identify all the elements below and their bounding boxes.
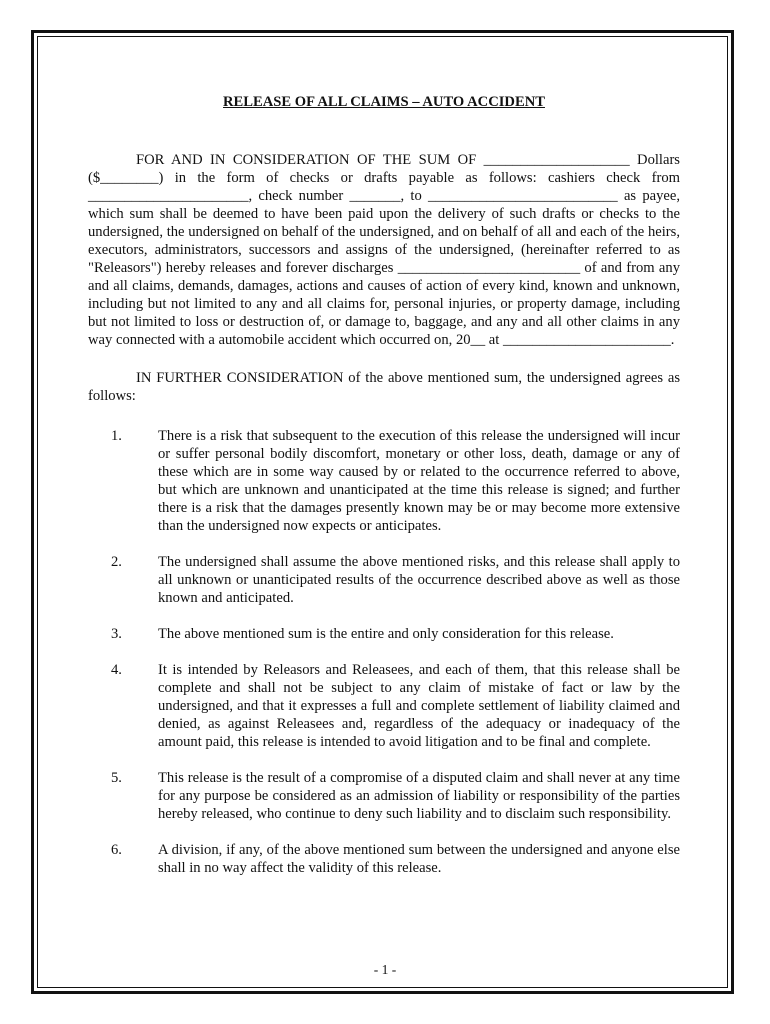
- item-text: The undersigned shall assume the above mentioned risks, and this release shall apply to all unknown or unanticipated results of the occurrence described above as well as those known and anticipated.: [158, 554, 680, 606]
- item-text: This release is the result of a compromise of a disputed claim and shall never at any time for any purpose be considered as an admission of liability or responsibility of the parties hereby released, who continue to deny such liability and to disclaim such responsibility.: [158, 770, 680, 822]
- item-text: There is a risk that subsequent to the execution of this release the undersigned will incur or suffer personal bodily discomfort, monetary or other loss, death, damage or any of these which are in some way caused by or related to the occurrence referred to above, but which are unknown and unanticipated at the time this release is signed; and further there is a risk that the damages presently known may be or may become more extensive than the undersigned now expects or anticipates.: [158, 428, 680, 534]
- list-item: [88, 553, 680, 607]
- document-title: RELEASE OF ALL CLAIMS – AUTO ACCIDENT: [223, 94, 545, 110]
- list-item: [88, 769, 680, 823]
- list-item: [88, 427, 680, 535]
- document-body: [88, 93, 680, 895]
- item-number: 5.: [111, 770, 122, 786]
- item-text: A division, if any, of the above mentioned sum between the undersigned and anyone else shall in no way affect the validity of this release.: [158, 842, 680, 876]
- item-number: 3.: [111, 626, 122, 642]
- list-item: [88, 661, 680, 751]
- page-number: - 1 -: [373, 962, 397, 977]
- item-number: 4.: [111, 662, 122, 678]
- consideration-paragraph: FOR AND IN CONSIDERATION OF THE SUM OF ____________________ Dollars ($________) in the form of checks or drafts payable as follows: cashiers check from ______________________, check number _______, to __________________________ as payee, which sum shall be deemed to have been paid upon the delivery of such drafts or checks to the undersigned, the undersigned on behalf of the undersigned, and on behalf of all and each of the heirs, executors, administrators, successors and assigns of the undersigned, (hereinafter referred to as "Releasors") hereby releases and forever discharges _________________________ of and from any and all claims, demands, damages, actions and causes of action of every kind, known and unknown, including but not limited to any and all claims for, personal injuries, or property damage, including but not limited to loss or destruction of, or damage to, baggage, and any and all other claims in any way connected with a automobile accident which occurred on, 20__ at _______________________.: [88, 152, 680, 348]
- terms-list: [88, 427, 680, 877]
- list-item: [88, 625, 680, 643]
- item-number: 2.: [111, 554, 122, 570]
- item-text: It is intended by Releasors and Releasees, and each of them, that this release shall be complete and shall not be subject to any claim of mistake of fact or law by the undersigned, and that it expresses a full and complete settlement of liability claimed and denied, as against Releasees and, regardless of the adequacy or inadequacy of the amount paid, this release is intended to avoid litigation and to be final and complete.: [158, 662, 680, 750]
- item-number: 1.: [111, 428, 122, 444]
- further-consideration-paragraph: IN FURTHER CONSIDERATION of the above mentioned sum, the undersigned agrees as follows:: [88, 370, 680, 404]
- item-number: 6.: [111, 842, 122, 858]
- item-text: The above mentioned sum is the entire and only consideration for this release.: [158, 626, 614, 642]
- list-item: [88, 841, 680, 877]
